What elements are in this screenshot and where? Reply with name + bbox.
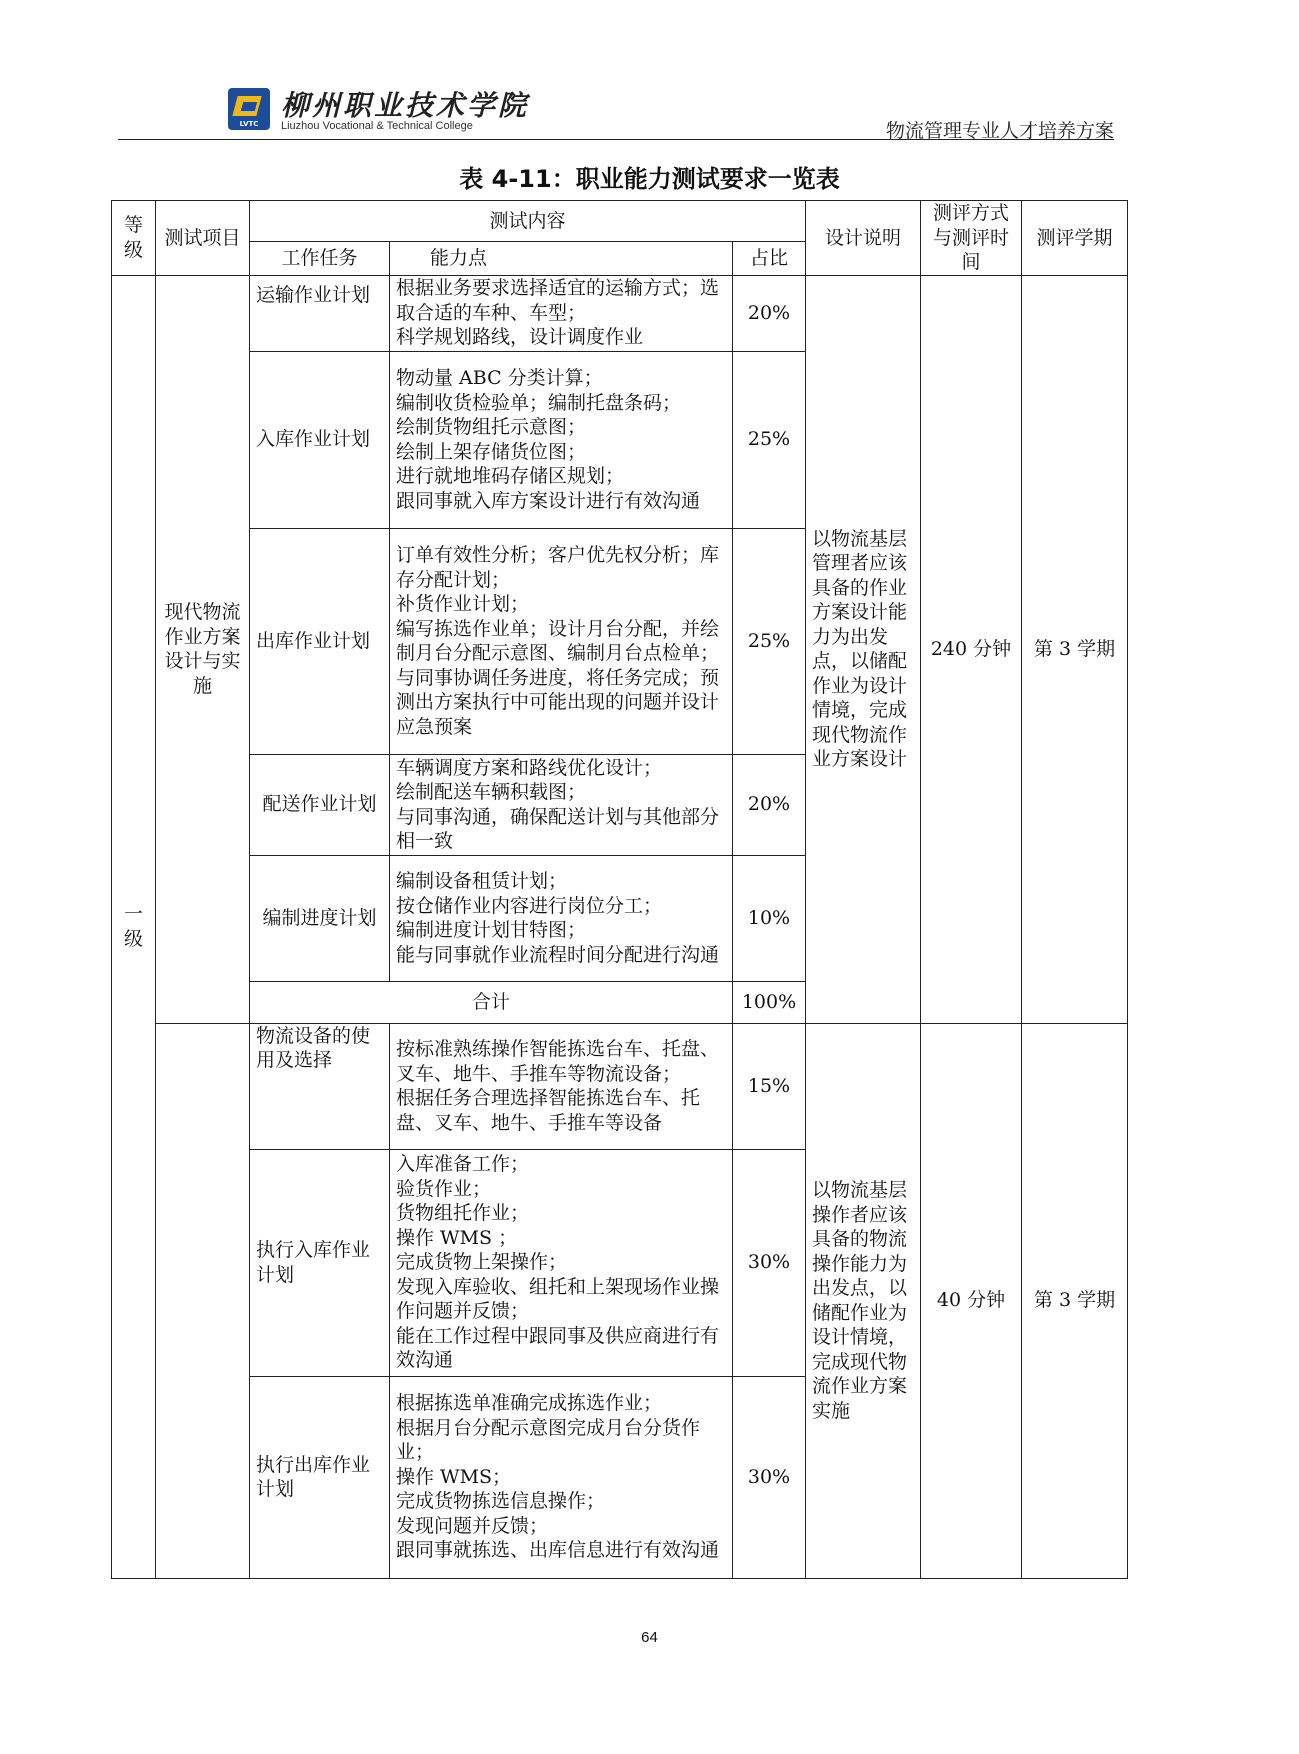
header-ratio: 占比 [733,242,806,275]
total-label: 合计 [250,981,733,1023]
ability-line: 进行就地堆码存储区规划； [396,465,625,487]
ability-cell [390,1376,733,1578]
school-logo [228,88,270,130]
header-work-task: 工作任务 [250,242,390,275]
ability-line: 按仓储作业内容进行岗位分工； [396,894,663,917]
ability-line: 编制进度计划甘特图； [396,919,587,941]
ability-cell [390,351,733,528]
ability-line: 操作 WMS ； [396,1226,518,1249]
term-cell: 第 3 学期 [1022,275,1128,1023]
ability-line: 补货作业计划； [396,593,530,615]
ability-line: 根据拣选单准确完成拣选作业； [396,1392,663,1415]
task-cell: 物流设备的使用及选择 [250,1023,390,1149]
ability-line: 跟同事就入库方案设计进行有效沟通 [396,489,701,512]
logo-text: LVTC [239,120,259,128]
ratio-cell: 20% [733,275,806,351]
ratio-cell: 20% [733,754,806,855]
ability-line: 物动量 ABC 分类计算； [396,367,603,389]
ratio-cell: 15% [733,1023,806,1149]
ability-line: 编制收货检验单；编制托盘条码； [396,391,682,414]
ability-line: 绘制上架存储货位图； [396,440,587,463]
ability-line: 根据任务合理选择智能拣选台车、托盘、叉车、地牛、手推车等设备 [396,1087,701,1134]
time-cell: 240 分钟 [921,275,1022,1023]
header-divider [118,139,1114,140]
ability-line: 科学规划路线，设计调度作业 [396,326,644,349]
document-title: 物流管理专业人才培养方案 [885,120,1114,142]
ability-line: 跟同事就拣选、出库信息进行有效沟通 [396,1539,720,1562]
ability-line: 根据月台分配示意图完成月台分货作业； [396,1416,701,1464]
ability-cell [390,754,733,855]
table-row [112,1023,1128,1149]
task-cell: 运输作业计划 [250,275,390,351]
design-note-cell: 以物流基层操作者应该具备的物流操作能力为出发点，以储配作业为设计情境，完成现代物流作业方案实施 [806,1023,921,1578]
test-item-cell: 现代物流作业方案设计与实施 [156,275,250,1023]
ability-line: 发现入库验收、组托和上架现场作业操作问题并反馈； [396,1275,720,1323]
page-number: 64 [641,1629,658,1646]
ability-line: 完成货物拣选信息操作； [396,1490,606,1513]
header-test-content: 测试内容 [250,201,806,242]
task-cell: 入库作业计划 [250,351,390,528]
ability-line: 与同事沟通，确保配送计划与其他部分相一致 [396,805,720,852]
school-name-en: Liuzhou Vocational & Technical College [281,120,473,132]
ability-line: 与同事协调任务进度，将任务完成；预测出方案执行中可能出现的问题并设计应急预案 [396,666,720,738]
ratio-cell: 30% [733,1149,806,1376]
ability-cell [390,855,733,981]
task-cell: 配送作业计划 [250,754,390,855]
test-item-cell-empty [156,1023,250,1578]
header-level: 等级 [112,201,156,276]
level-cell: 一级 [112,275,156,1578]
ratio-cell: 25% [733,528,806,754]
ability-line: 货物组托作业； [396,1202,530,1225]
total-ratio: 100% [733,981,806,1023]
task-cell: 出库作业计划 [250,528,390,754]
ability-test-table [111,200,1128,1579]
ratio-cell: 25% [733,351,806,528]
task-cell: 编制进度计划 [250,855,390,981]
header-ability: 能力点 [390,242,733,275]
ability-line: 操作 WMS； [396,1465,512,1488]
task-cell: 执行入库作业计划 [250,1149,390,1376]
ability-cell [390,528,733,754]
ability-line: 发现问题并反馈； [396,1514,549,1537]
page-header [118,82,1114,144]
header-test-item: 测试项目 [156,201,250,276]
ability-line: 编写拣选作业单；设计月台分配，并绘制月台分配示意图、编制月台点检单； [396,617,720,664]
ability-line: 订单有效性分析；客户优先权分析；库存分配计划； [396,544,720,591]
header-method-time: 测评方式与测评时间 [921,201,1022,276]
ability-cell [390,1149,733,1376]
ability-cell [390,1023,733,1149]
header-term: 测评学期 [1022,201,1128,276]
ability-line: 编制设备租赁计划； [396,870,568,892]
ability-line: 绘制配送车辆积载图； [396,781,587,803]
time-cell: 40 分钟 [921,1023,1022,1578]
ability-cell [390,275,733,351]
ratio-cell: 30% [733,1376,806,1578]
table-row [112,275,1128,351]
design-note-cell: 以物流基层管理者应该具备的作业方案设计能力为出发点，以储配作业为设计情境，完成现代物流作业方案设计 [806,275,921,1023]
header-design-note: 设计说明 [806,201,921,276]
ability-line: 能在工作过程中跟同事及供应商进行有效沟通 [396,1324,720,1372]
ability-line: 能与同事就作业流程时间分配进行沟通 [396,943,720,966]
ability-line: 车辆调度方案和路线优化设计； [396,756,663,779]
task-cell: 执行出库作业计划 [250,1376,390,1578]
ratio-cell: 10% [733,855,806,981]
ability-line: 验货作业； [396,1177,492,1200]
table-title: 表 4-11：职业能力测试要求一览表 [459,165,840,193]
ability-line: 按标准熟练操作智能拣选台车、托盘、叉车、地牛、手推车等物流设备； [396,1038,720,1085]
ability-line: 入库准备工作； [396,1153,530,1176]
ability-line: 完成货物上架操作； [396,1251,568,1274]
ability-line: 根据业务要求选择适宜的运输方式；选取合适的车种、车型； [396,277,720,324]
term-cell: 第 3 学期 [1022,1023,1128,1578]
school-name-cn: 柳州职业技术学院 [281,89,530,122]
ability-line: 绘制货物组托示意图； [396,416,587,438]
